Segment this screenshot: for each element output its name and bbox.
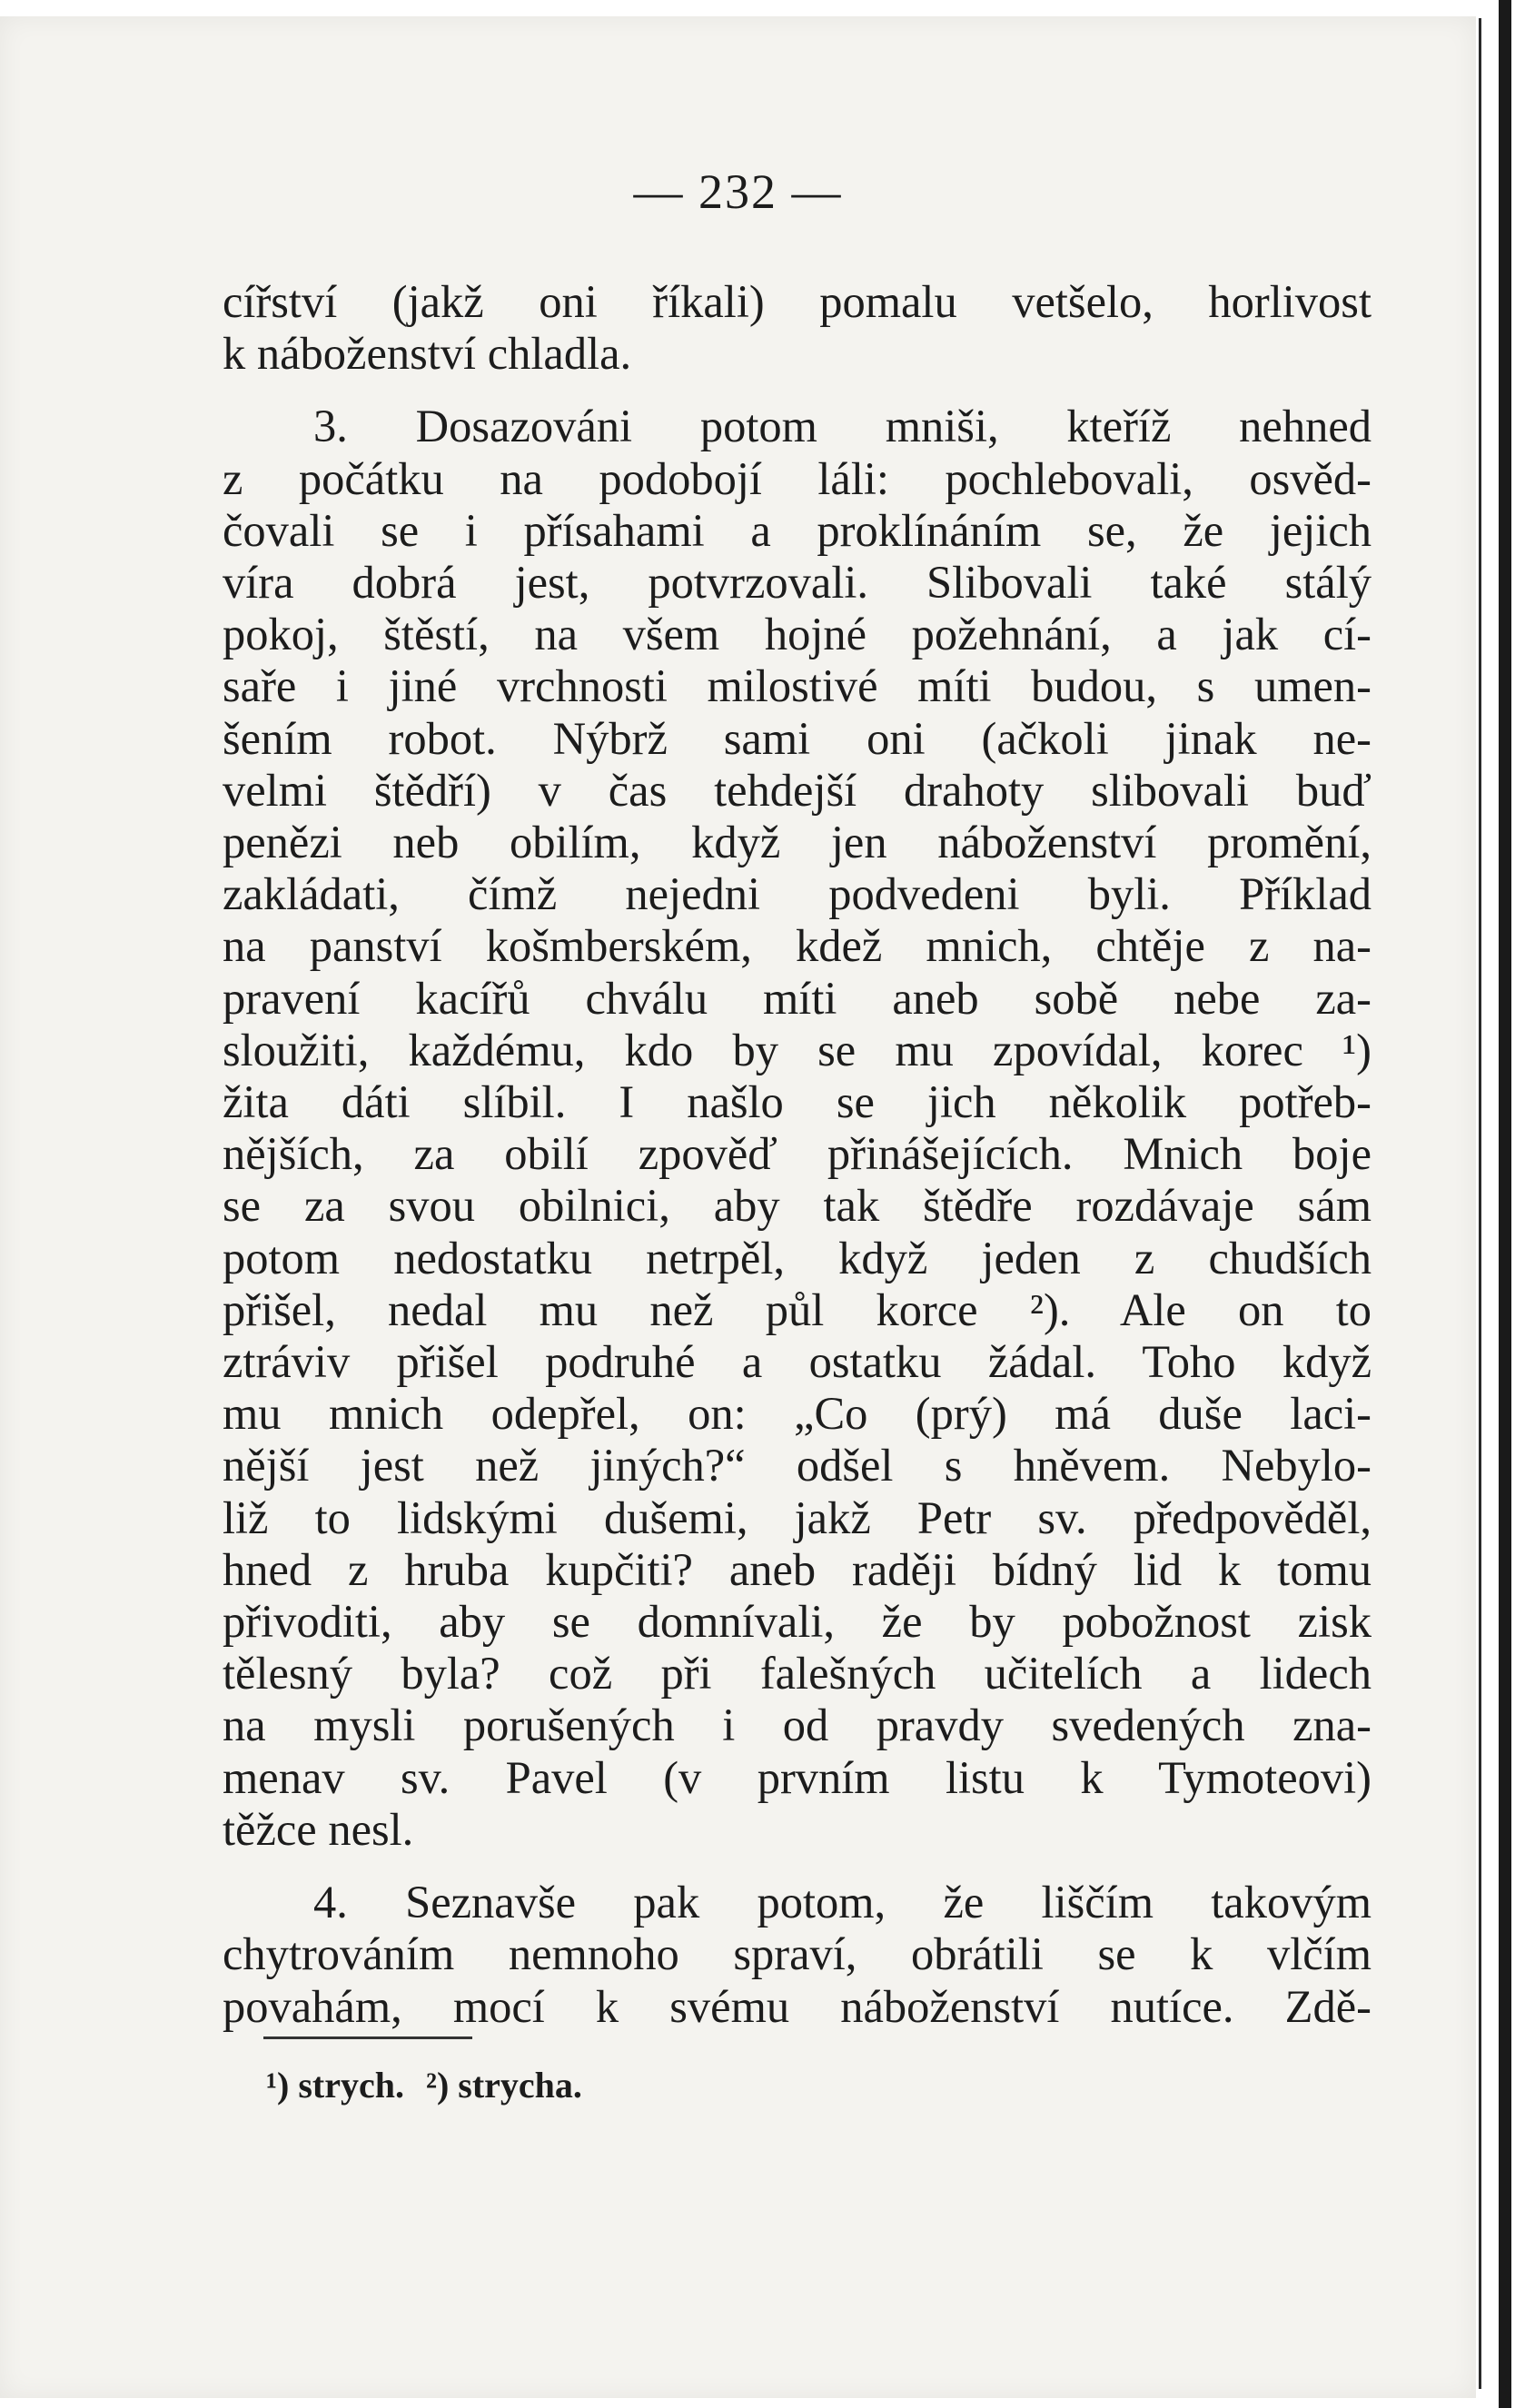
paragraph	[223, 1877, 1372, 2033]
text-line: 3. Dosazováni potom mniši, kteříž nehned	[313, 401, 1372, 452]
text-line: 4. Seznavše pak potom, že liščím takovým	[313, 1877, 1372, 1928]
binding-edge-line	[1479, 18, 1481, 2389]
paragraph	[223, 401, 1372, 1856]
binding-edge	[1499, 0, 1511, 2408]
text-line: z počátku na podobojí láli: pochlebovali, osvěd-	[223, 452, 1372, 504]
text-line: přišel, nedal mu než půl korce ²). Ale on to	[223, 1283, 1372, 1335]
text-line: sloužiti, každému, kdo by se mu zpovídal, korec ¹)	[223, 1024, 1372, 1075]
text-line: na mysli porušených i od pravdy svedených zna-	[223, 1699, 1372, 1751]
text-line: mu mnich odepřel, on: „Co (prý) má duše laci-	[223, 1388, 1372, 1440]
text-line: se za svou obilnici, aby tak štědře rozdávaje sám	[223, 1180, 1372, 1232]
text-line: liž to lidskými dušemi, jakž Petr sv. předpověděl,	[223, 1491, 1372, 1543]
paragraph	[223, 276, 1372, 380]
text-line: potom nedostatku netrpěl, když jeden z chudších	[223, 1232, 1372, 1283]
text-line: zakládati, čímž nejedni podvedeni byli. Příklad	[223, 868, 1372, 920]
text-line: tělesný byla? což při falešných učitelích a lidech	[223, 1648, 1372, 1699]
body-text	[223, 276, 1372, 2033]
paragraph-gap	[223, 1856, 1372, 1877]
text-line: velmi štědří) v čas tehdejší drahoty slibovali buď	[223, 764, 1372, 816]
text-line: čovali se i přísahami a proklínáním se, že jejich	[223, 504, 1372, 556]
text-line: pokoj, štěstí, na všem hojné požehnání, a jak cí-	[223, 609, 1372, 660]
text-line: saře i jiné vrchnosti milostivé míti budou, s umen-	[223, 660, 1372, 712]
text-line: šením robot. Nýbrž sami oni (ačkoli jinak ne-	[223, 712, 1372, 764]
footnote-1: ¹) strych.	[266, 2065, 404, 2106]
footnote-2: ²) strycha.	[425, 2065, 582, 2106]
text-line: pravení kacířů chválu míti aneb sobě nebe za-	[223, 972, 1372, 1024]
paragraph-gap	[223, 380, 1372, 401]
text-line: žita dáti slíbil. I našlo se jich několik potřeb-	[223, 1076, 1372, 1128]
footnote-rule	[263, 2036, 472, 2039]
text-line: víra dobrá jest, potvrzovali. Slibovali také stálý	[223, 557, 1372, 609]
text-line: k náboženství chladla.	[223, 328, 632, 380]
text-line: penězi neb obilím, když jen náboženství promění,	[223, 817, 1372, 868]
page-number: — 232 —	[633, 164, 843, 219]
text-line: chytrováním nemnoho spraví, obrátili se k vlčím	[223, 1928, 1372, 1980]
footnotes	[266, 2064, 582, 2106]
text-line: povahám, mocí k svému náboženství nutíce. Zdě-	[223, 1980, 1372, 2032]
text-line: nější jest než jiných?“ odšel s hněvem. Nebylo-	[223, 1440, 1372, 1491]
text-line: menav sv. Pavel (v prvním listu k Tymoteovi)	[223, 1751, 1372, 1803]
text-line: těžce nesl.	[223, 1803, 414, 1855]
text-line: na panství košmberském, kdež mnich, chtěje z na-	[223, 920, 1372, 972]
text-line: cířství (jakž oni říkali) pomalu vetšelo, horlivost	[223, 276, 1372, 327]
text-line: ztráviv přišel podruhé a ostatku žádal. Toho když	[223, 1336, 1372, 1388]
text-line: přivoditi, aby se domnívali, že by pobožnost zisk	[223, 1596, 1372, 1648]
text-line: nějších, za obilí zpověď přinášejících. Mnich boje	[223, 1128, 1372, 1180]
text-line: hned z hruba kupčiti? aneb raději bídný lid k tomu	[223, 1543, 1372, 1595]
